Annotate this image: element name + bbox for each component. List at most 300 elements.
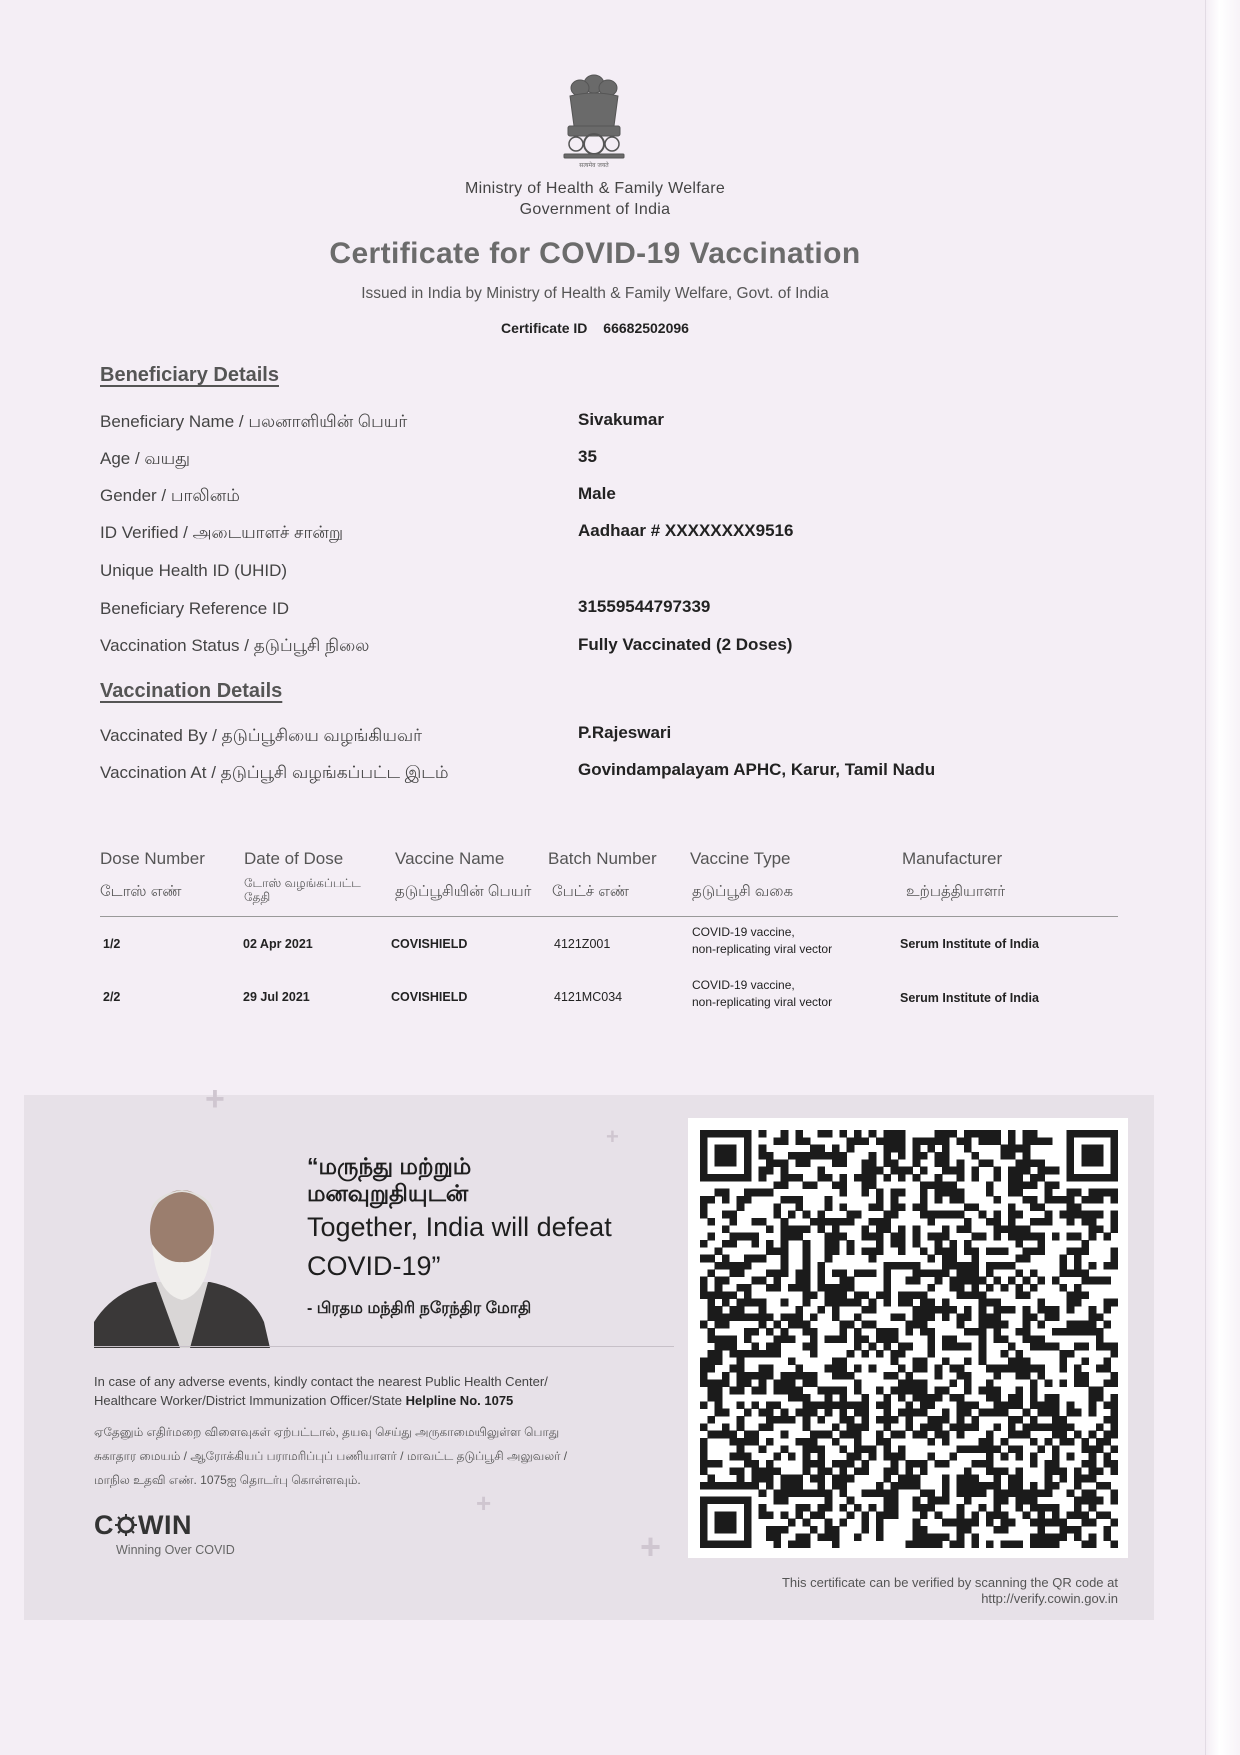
qr-module	[737, 1438, 745, 1446]
qr-module	[781, 1431, 789, 1439]
qr-module	[905, 1167, 913, 1175]
qr-module	[737, 1299, 745, 1307]
qr-module	[795, 1394, 803, 1402]
qr-module	[1059, 1533, 1067, 1541]
qr-module	[788, 1489, 796, 1497]
qr-module	[781, 1218, 789, 1226]
qr-module	[1023, 1497, 1031, 1505]
qr-module	[1015, 1350, 1023, 1358]
qr-module	[1067, 1401, 1075, 1409]
qr-module	[1111, 1299, 1118, 1307]
qr-module	[883, 1394, 891, 1402]
qr-module	[876, 1533, 884, 1541]
dose-1-vaccine: COVISHIELD	[391, 937, 468, 951]
qr-module	[1111, 1489, 1118, 1497]
qr-module	[957, 1343, 965, 1351]
qr-module	[876, 1328, 884, 1336]
qr-module	[1096, 1225, 1104, 1233]
qr-module	[1037, 1277, 1045, 1285]
qr-module	[964, 1203, 972, 1211]
qr-module	[993, 1475, 1001, 1483]
qr-module	[1037, 1299, 1045, 1307]
qr-module	[891, 1431, 899, 1439]
advisory-tamil	[94, 1420, 654, 1492]
qr-module	[986, 1159, 994, 1167]
qr-module	[1008, 1423, 1016, 1431]
qr-module	[883, 1152, 891, 1160]
qr-module	[1089, 1519, 1097, 1527]
qr-module	[891, 1233, 899, 1241]
qr-module	[891, 1189, 899, 1197]
qr-module	[700, 1460, 708, 1468]
qr-module	[839, 1460, 847, 1468]
qr-module	[744, 1372, 752, 1380]
qr-module	[825, 1291, 833, 1299]
qr-module	[942, 1343, 950, 1351]
qr-module	[986, 1379, 994, 1387]
qr-module	[1023, 1431, 1031, 1439]
qr-module	[913, 1145, 921, 1153]
qr-module	[949, 1519, 957, 1527]
qr-module	[949, 1306, 957, 1314]
qr-module	[839, 1416, 847, 1424]
qr-module	[957, 1277, 965, 1285]
qr-module	[861, 1335, 869, 1343]
qr-module	[993, 1511, 1001, 1519]
qr-module	[971, 1489, 979, 1497]
qr-module	[773, 1526, 781, 1534]
qr-module	[891, 1387, 899, 1395]
qr-module	[847, 1284, 855, 1292]
qr-module	[1030, 1387, 1038, 1395]
qr-module	[825, 1409, 833, 1417]
qr-module	[737, 1467, 745, 1475]
qr-module	[773, 1497, 781, 1505]
qr-module	[832, 1284, 840, 1292]
qr-module	[1037, 1203, 1045, 1211]
qr-module	[964, 1218, 972, 1226]
qr-module	[854, 1365, 862, 1373]
qr-module	[927, 1504, 935, 1512]
qr-module	[1015, 1357, 1023, 1365]
qr-module	[1089, 1533, 1097, 1541]
qr-module	[722, 1343, 730, 1351]
qr-module	[1059, 1438, 1067, 1446]
qr-module	[788, 1416, 796, 1424]
qr-module	[729, 1313, 737, 1321]
pm-quote	[307, 1153, 687, 1319]
qr-module	[883, 1489, 891, 1497]
qr-module	[839, 1328, 847, 1336]
qr-module	[1030, 1460, 1038, 1468]
qr-module	[1023, 1137, 1031, 1145]
qr-module	[957, 1401, 965, 1409]
verification-qr-code[interactable]	[700, 1130, 1118, 1548]
cowin-logo-c: C	[94, 1510, 114, 1540]
qr-module	[1023, 1335, 1031, 1343]
cowin-logo-rest: WIN	[138, 1510, 192, 1540]
advisory-line2-text: Healthcare Worker/District Immunization Officer/State	[94, 1393, 406, 1408]
qr-module	[883, 1145, 891, 1153]
qr-module	[971, 1460, 979, 1468]
qr-module	[993, 1409, 1001, 1417]
qr-module	[993, 1423, 1001, 1431]
qr-module	[1015, 1145, 1023, 1153]
qr-module	[803, 1343, 811, 1351]
qr-module	[942, 1519, 950, 1527]
qr-module	[854, 1504, 862, 1512]
qr-module	[1045, 1489, 1053, 1497]
col-vaccine-type-header: Vaccine Type	[690, 849, 791, 868]
qr-module	[1015, 1372, 1023, 1380]
qr-module	[788, 1335, 796, 1343]
qr-module	[1067, 1203, 1075, 1211]
qr-module	[715, 1409, 723, 1417]
quote-divider	[94, 1346, 674, 1347]
qr-module	[700, 1467, 708, 1475]
qr-module	[854, 1379, 862, 1387]
qr-module	[971, 1262, 979, 1270]
qr-module	[876, 1137, 884, 1145]
qr-module	[913, 1152, 921, 1160]
qr-module	[898, 1387, 906, 1395]
qr-module	[766, 1423, 774, 1431]
qr-module	[957, 1372, 965, 1380]
qr-module	[839, 1482, 847, 1490]
qr-module	[751, 1299, 759, 1307]
qr-module	[1111, 1343, 1118, 1351]
qr-module	[1059, 1284, 1067, 1292]
qr-module	[1096, 1343, 1104, 1351]
qr-module	[1111, 1423, 1118, 1431]
qr-module	[795, 1482, 803, 1490]
qr-module	[839, 1475, 847, 1483]
qr-module	[781, 1269, 789, 1277]
qr-module	[1096, 1438, 1104, 1446]
qr-module	[1074, 1262, 1082, 1270]
qr-module	[1052, 1328, 1060, 1336]
qr-module	[927, 1255, 935, 1263]
qr-module	[942, 1313, 950, 1321]
qr-module	[803, 1445, 811, 1453]
qr-module	[839, 1372, 847, 1380]
qr-module	[839, 1291, 847, 1299]
qr-module	[1037, 1489, 1045, 1497]
qr-module	[1037, 1541, 1045, 1548]
qr-module	[1081, 1277, 1089, 1285]
qr-module	[1067, 1306, 1075, 1314]
qr-module	[898, 1394, 906, 1402]
qr-module	[861, 1306, 869, 1314]
id-verified-value: Aadhaar # XXXXXXXX9516	[578, 521, 794, 540]
vaccination-status-label: Vaccination Status / தடுப்பூசி நிலை	[100, 636, 370, 655]
qr-module	[737, 1401, 745, 1409]
qr-module	[1111, 1431, 1118, 1439]
qr-module	[817, 1431, 825, 1439]
qr-module	[920, 1247, 928, 1255]
qr-module	[803, 1240, 811, 1248]
qr-module	[869, 1306, 877, 1314]
qr-module	[781, 1489, 789, 1497]
qr-module	[788, 1519, 796, 1527]
qr-module	[1096, 1423, 1104, 1431]
qr-module	[1030, 1203, 1038, 1211]
qr-module	[920, 1321, 928, 1329]
qr-module	[986, 1431, 994, 1439]
qr-module	[766, 1225, 774, 1233]
qr-module	[1052, 1306, 1060, 1314]
qr-module	[744, 1313, 752, 1321]
qr-module	[891, 1203, 899, 1211]
qr-module	[942, 1357, 950, 1365]
qr-module	[986, 1137, 994, 1145]
qr-module	[979, 1438, 987, 1446]
qr-module	[700, 1284, 708, 1292]
qr-module	[1030, 1181, 1038, 1189]
qr-module	[1111, 1211, 1118, 1219]
qr-module	[883, 1262, 891, 1270]
qr-module	[1067, 1453, 1075, 1461]
qr-module	[1074, 1533, 1082, 1541]
qr-module	[1015, 1181, 1023, 1189]
qr-module	[803, 1467, 811, 1475]
qr-module	[942, 1489, 950, 1497]
qr-module	[964, 1526, 972, 1534]
qr-module	[1081, 1379, 1089, 1387]
qr-module	[964, 1482, 972, 1490]
qr-module	[957, 1394, 965, 1402]
qr-module	[854, 1299, 862, 1307]
qr-module	[1111, 1416, 1118, 1424]
qr-module	[993, 1174, 1001, 1182]
qr-module	[1103, 1431, 1111, 1439]
qr-module	[861, 1423, 869, 1431]
qr-module	[1030, 1335, 1038, 1343]
qr-module	[861, 1247, 869, 1255]
qr-module	[1089, 1394, 1097, 1402]
qr-module	[803, 1519, 811, 1527]
qr-module	[942, 1482, 950, 1490]
qr-module	[1045, 1137, 1053, 1145]
qr-module	[803, 1328, 811, 1336]
qr-module	[949, 1453, 957, 1461]
qr-module	[905, 1387, 913, 1395]
qr-module	[1030, 1401, 1038, 1409]
qr-module	[1037, 1321, 1045, 1329]
qr-module	[935, 1541, 943, 1548]
qr-module	[715, 1277, 723, 1285]
qr-module	[1045, 1394, 1053, 1402]
qr-module	[1081, 1218, 1089, 1226]
qr-module	[1081, 1240, 1089, 1248]
qr-module	[920, 1541, 928, 1548]
qr-module	[707, 1357, 715, 1365]
qr-module	[737, 1313, 745, 1321]
qr-module	[744, 1255, 752, 1263]
qr-module	[781, 1328, 789, 1336]
qr-module	[1067, 1328, 1075, 1336]
qr-module	[1089, 1475, 1097, 1483]
qr-module	[847, 1401, 855, 1409]
qr-module	[964, 1277, 972, 1285]
qr-module	[913, 1504, 921, 1512]
qr-module	[744, 1379, 752, 1387]
qr-module	[1052, 1401, 1060, 1409]
qr-module	[1096, 1335, 1104, 1343]
qr-module	[781, 1497, 789, 1505]
qr-module	[935, 1152, 943, 1160]
qr-module	[1059, 1423, 1067, 1431]
qr-module	[766, 1460, 774, 1468]
qr-module	[1052, 1233, 1060, 1241]
qr-module	[1052, 1519, 1060, 1527]
qr-module	[1045, 1482, 1053, 1490]
qr-module	[759, 1475, 767, 1483]
qr-module	[920, 1167, 928, 1175]
qr-module	[1030, 1497, 1038, 1505]
qr-module	[737, 1196, 745, 1204]
qr-module	[781, 1130, 789, 1138]
qr-module	[773, 1247, 781, 1255]
verify-url[interactable]: http://verify.cowin.gov.in	[981, 1591, 1118, 1606]
qr-module	[1008, 1277, 1016, 1285]
qr-module	[1001, 1526, 1009, 1534]
qr-module	[722, 1313, 730, 1321]
qr-module	[832, 1541, 840, 1548]
qr-module	[803, 1247, 811, 1255]
qr-module	[781, 1240, 789, 1248]
qr-module	[803, 1379, 811, 1387]
qr-module	[1030, 1218, 1038, 1226]
qr-module	[927, 1394, 935, 1402]
qr-module	[1074, 1291, 1082, 1299]
qr-module	[869, 1203, 877, 1211]
qr-module	[810, 1335, 818, 1343]
qr-module	[1111, 1247, 1118, 1255]
age-value: 35	[578, 447, 597, 466]
qr-module	[957, 1511, 965, 1519]
qr-module	[788, 1225, 796, 1233]
qr-module	[957, 1189, 965, 1197]
qr-module	[979, 1211, 987, 1219]
qr-module	[979, 1321, 987, 1329]
qr-module	[957, 1423, 965, 1431]
qr-module	[935, 1233, 943, 1241]
qr-module	[1045, 1409, 1053, 1417]
qr-module	[1045, 1423, 1053, 1431]
qr-module	[781, 1409, 789, 1417]
qr-module	[964, 1409, 972, 1417]
qr-module	[869, 1269, 877, 1277]
qr-module	[759, 1467, 767, 1475]
qr-module	[781, 1225, 789, 1233]
vaccination-status-value: Fully Vaccinated (2 Doses)	[578, 635, 793, 654]
qr-module	[861, 1137, 869, 1145]
qr-module	[986, 1218, 994, 1226]
qr-module	[817, 1467, 825, 1475]
qr-module	[986, 1511, 994, 1519]
qr-module	[942, 1255, 950, 1263]
reference-id-value: 31559544797339	[578, 597, 711, 616]
qr-module	[1089, 1431, 1097, 1439]
dose-2-type-line2: non-replicating viral vector	[692, 995, 833, 1009]
qr-module	[1023, 1372, 1031, 1380]
qr-module	[766, 1526, 774, 1534]
qr-module	[722, 1240, 730, 1248]
qr-module	[722, 1482, 730, 1490]
qr-module	[942, 1387, 950, 1395]
age-label: Age / வயது	[100, 449, 191, 468]
qr-module	[722, 1409, 730, 1417]
qr-module	[744, 1299, 752, 1307]
cowin-virus-icon	[114, 1513, 138, 1537]
advisory-line1: In case of any adverse events, kindly contact the nearest Public Health Center/	[94, 1374, 548, 1389]
qr-module	[729, 1240, 737, 1248]
qr-module	[861, 1409, 869, 1417]
qr-module	[1030, 1365, 1038, 1373]
qr-module	[935, 1174, 943, 1182]
qr-module	[766, 1350, 774, 1358]
qr-module	[825, 1431, 833, 1439]
qr-module	[920, 1379, 928, 1387]
qr-module	[891, 1372, 899, 1380]
qr-module	[773, 1335, 781, 1343]
qr-module	[913, 1482, 921, 1490]
qr-module	[1008, 1401, 1016, 1409]
qr-module	[781, 1372, 789, 1380]
qr-module	[700, 1438, 708, 1446]
qr-module	[751, 1313, 759, 1321]
qr-module	[1111, 1445, 1118, 1453]
qr-module	[979, 1482, 987, 1490]
qr-module	[825, 1203, 833, 1211]
qr-module	[722, 1255, 730, 1263]
qr-module	[1008, 1306, 1016, 1314]
qr-module	[759, 1189, 767, 1197]
qr-module	[935, 1189, 943, 1197]
qr-module	[993, 1211, 1001, 1219]
qr-module	[810, 1291, 818, 1299]
qr-module	[707, 1328, 715, 1336]
qr-module	[759, 1423, 767, 1431]
qr-module	[854, 1409, 862, 1417]
qr-module	[1023, 1423, 1031, 1431]
qr-module	[759, 1409, 767, 1417]
qr-module	[986, 1387, 994, 1395]
qr-module	[744, 1453, 752, 1461]
qr-module	[942, 1497, 950, 1505]
qr-module	[825, 1152, 833, 1160]
qr-module	[847, 1431, 855, 1439]
qr-module	[1059, 1526, 1067, 1534]
qr-module	[986, 1394, 994, 1402]
qr-module	[883, 1299, 891, 1307]
qr-module	[1023, 1181, 1031, 1189]
qr-module	[876, 1438, 884, 1446]
qr-module	[891, 1416, 899, 1424]
qr-module	[920, 1431, 928, 1439]
qr-module	[1081, 1460, 1089, 1468]
qr-module	[1037, 1240, 1045, 1248]
qr-module	[773, 1284, 781, 1292]
qr-module	[993, 1306, 1001, 1314]
qr-module	[759, 1255, 767, 1263]
dose-2-batch: 4121MC034	[554, 990, 623, 1004]
qr-module	[751, 1328, 759, 1336]
qr-module	[788, 1387, 796, 1395]
qr-module	[700, 1255, 708, 1263]
qr-module	[905, 1328, 913, 1336]
